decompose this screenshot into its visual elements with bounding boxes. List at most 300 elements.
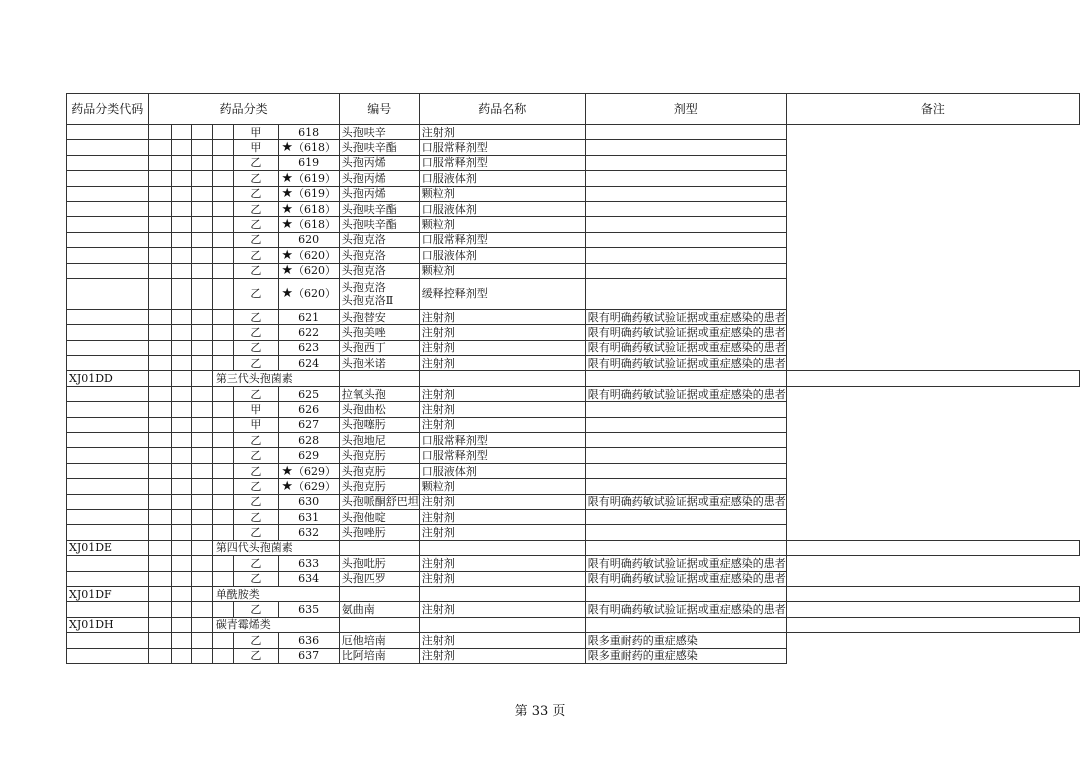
empty-cell <box>191 386 212 401</box>
drug-row <box>67 509 1080 524</box>
category-title: 第四代头孢菌素 <box>212 540 339 555</box>
grade-cell: 乙 <box>234 263 278 278</box>
empty-cell <box>148 633 171 648</box>
star-icon: ★ <box>281 140 293 156</box>
number-value: （619） <box>292 171 336 185</box>
header-number: 编号 <box>339 94 419 125</box>
number-value: 619 <box>298 156 320 170</box>
drug-row <box>67 309 1080 324</box>
empty-cell <box>67 278 149 309</box>
note-cell <box>585 125 786 140</box>
empty-cell <box>148 201 171 216</box>
number-cell <box>278 556 339 571</box>
drug-name-cell <box>339 309 419 324</box>
drug-name-cell <box>339 402 419 417</box>
empty-cell <box>339 586 419 601</box>
drug-name: 头孢呋辛 <box>341 125 386 139</box>
empty-cell <box>148 125 171 140</box>
empty-cell <box>148 309 171 324</box>
empty-cell <box>212 402 233 417</box>
drug-row <box>67 140 1080 155</box>
empty-cell <box>148 433 171 448</box>
drug-row <box>67 201 1080 216</box>
empty-cell <box>191 278 212 309</box>
drug-name-cell <box>339 217 419 232</box>
empty-cell <box>585 371 786 386</box>
empty-cell <box>67 602 149 617</box>
empty-cell <box>212 525 233 540</box>
empty-cell <box>212 263 233 278</box>
drug-row <box>67 356 1080 371</box>
empty-cell <box>171 278 191 309</box>
empty-cell <box>191 463 212 478</box>
drug-name: 头孢克洛 <box>341 280 386 294</box>
number-cell <box>278 463 339 478</box>
empty-cell <box>212 648 233 663</box>
drug-name: 头孢米诺 <box>341 356 386 370</box>
drug-name-cell <box>339 448 419 463</box>
dosage-form-cell: 注射剂 <box>419 386 585 401</box>
dosage-form-cell: 注射剂 <box>419 340 585 355</box>
empty-cell <box>212 186 233 201</box>
drug-row <box>67 602 1080 617</box>
number-cell <box>278 125 339 140</box>
drug-name-cell <box>339 571 419 586</box>
page-number: 第 33 页 <box>514 704 566 719</box>
drug-row <box>67 417 1080 432</box>
drug-row <box>67 633 1080 648</box>
note-cell <box>585 417 786 432</box>
empty-cell <box>419 540 585 555</box>
number-value: 629 <box>298 449 320 463</box>
drug-name: 头孢地尼 <box>341 433 386 447</box>
grade-cell: 乙 <box>234 433 278 448</box>
number-value: 637 <box>298 649 320 663</box>
number-value: 624 <box>298 356 320 370</box>
category-code: XJ01DE <box>67 540 149 555</box>
empty-cell <box>212 602 233 617</box>
note-cell <box>585 217 786 232</box>
category-row <box>67 371 1080 386</box>
drug-name: 头孢丙烯 <box>341 171 386 185</box>
number-cell <box>278 186 339 201</box>
empty-cell <box>148 479 171 494</box>
grade-cell: 乙 <box>234 494 278 509</box>
empty-cell <box>171 171 191 186</box>
empty-cell <box>171 232 191 247</box>
dosage-form-cell: 口服常释剂型 <box>419 155 585 170</box>
empty-cell <box>212 232 233 247</box>
drug-row <box>67 186 1080 201</box>
number-cell <box>278 232 339 247</box>
note-cell: 限多重耐药的重症感染 <box>585 633 786 648</box>
empty-cell <box>171 309 191 324</box>
grade-cell: 乙 <box>234 309 278 324</box>
empty-cell <box>67 201 149 216</box>
empty-cell <box>191 232 212 247</box>
dosage-form-cell: 注射剂 <box>419 509 585 524</box>
drug-name: 头孢噻肟 <box>341 418 386 432</box>
number-value: 623 <box>298 341 320 355</box>
drug-name-cell <box>339 186 419 201</box>
drug-name: 头孢呋辛酯 <box>341 202 397 216</box>
note-cell: 限有明确药敏试验证据或重症感染的患者 <box>585 309 786 324</box>
empty-cell <box>212 201 233 216</box>
empty-cell <box>191 494 212 509</box>
empty-cell <box>212 140 233 155</box>
empty-cell <box>67 509 149 524</box>
drug-name: 头孢丙烯 <box>341 156 386 170</box>
empty-cell <box>191 509 212 524</box>
grade-cell: 乙 <box>234 571 278 586</box>
empty-cell <box>212 494 233 509</box>
note-cell: 限有明确药敏试验证据或重症感染的患者 <box>585 602 786 617</box>
note-cell <box>585 186 786 201</box>
number-cell <box>278 433 339 448</box>
empty-cell <box>67 263 149 278</box>
drug-name-cell <box>339 155 419 170</box>
drug-name: 头孢曲松 <box>341 402 386 416</box>
empty-cell <box>148 586 171 601</box>
grade-cell: 乙 <box>234 278 278 309</box>
drug-row <box>67 525 1080 540</box>
empty-cell <box>171 402 191 417</box>
drug-name-cell <box>339 140 419 155</box>
empty-cell <box>212 278 233 309</box>
grade-cell: 乙 <box>234 386 278 401</box>
empty-cell <box>148 417 171 432</box>
grade-cell: 乙 <box>234 186 278 201</box>
number-value: 635 <box>298 603 320 617</box>
note-cell: 限有明确药敏试验证据或重症感染的患者 <box>585 386 786 401</box>
empty-cell <box>67 494 149 509</box>
empty-cell <box>191 602 212 617</box>
empty-cell <box>212 448 233 463</box>
grade-cell: 乙 <box>234 217 278 232</box>
drug-name: 头孢西丁 <box>341 341 386 355</box>
note-cell <box>585 248 786 263</box>
drug-name: 头孢呋辛酯 <box>341 218 397 232</box>
empty-cell <box>67 633 149 648</box>
grade-cell: 乙 <box>234 201 278 216</box>
drug-name-cell <box>339 479 419 494</box>
drug-row <box>67 171 1080 186</box>
note-cell <box>585 509 786 524</box>
category-title: 第三代头孢菌素 <box>212 371 339 386</box>
note-cell <box>585 463 786 478</box>
number-cell <box>278 417 339 432</box>
empty-cell <box>212 155 233 170</box>
grade-cell: 乙 <box>234 325 278 340</box>
drug-name-cell <box>339 463 419 478</box>
empty-cell <box>212 386 233 401</box>
header-form: 剂型 <box>585 94 786 125</box>
dosage-form-cell: 注射剂 <box>419 402 585 417</box>
drug-name-cell <box>339 417 419 432</box>
dosage-form-cell: 缓释控释剂型 <box>419 278 585 309</box>
drug-name-cell <box>339 648 419 663</box>
grade-cell: 甲 <box>234 402 278 417</box>
grade-cell: 乙 <box>234 171 278 186</box>
drug-row <box>67 263 1080 278</box>
empty-cell <box>585 586 786 601</box>
grade-cell: 甲 <box>234 140 278 155</box>
number-cell <box>278 278 339 309</box>
empty-cell <box>67 525 149 540</box>
header-code: 药品分类代码 <box>67 94 149 125</box>
drug-row <box>67 248 1080 263</box>
category-code: XJ01DD <box>67 371 149 386</box>
empty-cell <box>67 248 149 263</box>
star-icon: ★ <box>281 170 293 186</box>
dosage-form-cell: 口服常释剂型 <box>419 433 585 448</box>
empty-cell <box>191 525 212 540</box>
drug-name-cell <box>339 201 419 216</box>
number-value: （618） <box>292 218 336 232</box>
number-value: 630 <box>298 495 320 509</box>
drug-row <box>67 463 1080 478</box>
empty-cell <box>191 125 212 140</box>
empty-cell <box>191 248 212 263</box>
empty-cell <box>171 140 191 155</box>
drug-name: 头孢他啶 <box>341 510 386 524</box>
empty-cell <box>585 617 786 632</box>
empty-cell <box>148 556 171 571</box>
drug-row <box>67 386 1080 401</box>
empty-cell <box>191 356 212 371</box>
note-cell <box>585 525 786 540</box>
dosage-form-cell: 注射剂 <box>419 633 585 648</box>
number-value: 628 <box>298 433 320 447</box>
empty-cell <box>171 633 191 648</box>
drug-name: 头孢克肟 <box>341 449 386 463</box>
drug-name: 头孢克肟 <box>341 479 386 493</box>
empty-cell <box>212 633 233 648</box>
grade-cell: 乙 <box>234 155 278 170</box>
empty-cell <box>212 571 233 586</box>
drug-row <box>67 433 1080 448</box>
grade-cell: 乙 <box>234 232 278 247</box>
category-row <box>67 586 1080 601</box>
empty-cell <box>191 140 212 155</box>
grade-cell: 乙 <box>234 356 278 371</box>
grade-cell: 乙 <box>234 633 278 648</box>
drug-name: 头孢哌酮舒巴坦 <box>341 495 419 509</box>
empty-cell <box>212 171 233 186</box>
note-cell: 限有明确药敏试验证据或重症感染的患者 <box>585 340 786 355</box>
empty-cell <box>191 371 212 386</box>
empty-cell <box>67 417 149 432</box>
empty-cell <box>67 356 149 371</box>
empty-cell <box>171 509 191 524</box>
drug-row <box>67 571 1080 586</box>
empty-cell <box>171 479 191 494</box>
empty-cell <box>191 571 212 586</box>
empty-cell <box>171 602 191 617</box>
number-cell <box>278 248 339 263</box>
note-cell: 限有明确药敏试验证据或重症感染的患者 <box>585 571 786 586</box>
empty-cell <box>171 525 191 540</box>
empty-cell <box>171 386 191 401</box>
dosage-form-cell: 颗粒剂 <box>419 479 585 494</box>
empty-cell <box>191 217 212 232</box>
number-value: 620 <box>298 233 320 247</box>
dosage-form-cell: 口服常释剂型 <box>419 448 585 463</box>
category-code: XJ01DH <box>67 617 149 632</box>
drug-name-cell <box>339 356 419 371</box>
empty-cell <box>67 325 149 340</box>
drug-name-cell <box>339 386 419 401</box>
drug-row <box>67 648 1080 663</box>
number-value: 627 <box>298 418 320 432</box>
header-name: 药品名称 <box>419 94 585 125</box>
empty-cell <box>67 155 149 170</box>
star-icon: ★ <box>281 263 293 279</box>
empty-cell <box>148 263 171 278</box>
empty-cell <box>67 386 149 401</box>
grade-cell: 乙 <box>234 479 278 494</box>
drug-name: 厄他培南 <box>341 633 386 647</box>
empty-cell <box>171 494 191 509</box>
drug-row <box>67 232 1080 247</box>
empty-cell <box>212 356 233 371</box>
drug-name: 比阿培南 <box>341 649 386 663</box>
note-cell <box>585 232 786 247</box>
empty-cell <box>786 371 1079 386</box>
dosage-form-cell: 注射剂 <box>419 325 585 340</box>
dosage-form-cell: 注射剂 <box>419 556 585 571</box>
number-value: 625 <box>298 387 320 401</box>
empty-cell <box>786 586 1079 601</box>
drug-row <box>67 325 1080 340</box>
empty-cell <box>148 217 171 232</box>
grade-cell: 乙 <box>234 340 278 355</box>
number-value: 631 <box>298 510 320 524</box>
number-cell <box>278 386 339 401</box>
empty-cell <box>67 463 149 478</box>
note-cell: 限多重耐药的重症感染 <box>585 648 786 663</box>
number-value: （618） <box>292 202 336 216</box>
empty-cell <box>148 171 171 186</box>
dosage-form-cell: 口服液体剂 <box>419 248 585 263</box>
empty-cell <box>148 140 171 155</box>
number-cell <box>278 494 339 509</box>
empty-cell <box>148 356 171 371</box>
empty-cell <box>171 417 191 432</box>
empty-cell <box>419 617 585 632</box>
empty-cell <box>148 509 171 524</box>
note-cell <box>585 402 786 417</box>
grade-cell: 乙 <box>234 463 278 478</box>
note-cell: 限有明确药敏试验证据或重症感染的患者 <box>585 556 786 571</box>
dosage-form-cell: 颗粒剂 <box>419 186 585 201</box>
drug-name: 头孢克肟 <box>341 464 386 478</box>
number-value: 632 <box>298 526 320 540</box>
drug-name-cell <box>339 633 419 648</box>
dosage-form-cell: 注射剂 <box>419 356 585 371</box>
dosage-form-cell: 注射剂 <box>419 648 585 663</box>
number-cell <box>278 648 339 663</box>
empty-cell <box>212 417 233 432</box>
grade-cell: 乙 <box>234 509 278 524</box>
empty-cell <box>212 217 233 232</box>
number-cell <box>278 140 339 155</box>
number-cell <box>278 309 339 324</box>
empty-cell <box>171 586 191 601</box>
empty-cell <box>171 556 191 571</box>
empty-cell <box>148 602 171 617</box>
empty-cell <box>191 263 212 278</box>
empty-cell <box>786 540 1079 555</box>
empty-cell <box>191 586 212 601</box>
empty-cell <box>191 201 212 216</box>
empty-cell <box>67 448 149 463</box>
grade-cell: 乙 <box>234 648 278 663</box>
drug-row <box>67 278 1080 309</box>
empty-cell <box>67 648 149 663</box>
number-value: （629） <box>292 464 336 478</box>
note-cell <box>585 448 786 463</box>
drug-name-cell <box>339 602 419 617</box>
empty-cell <box>148 371 171 386</box>
empty-cell <box>171 371 191 386</box>
note-cell <box>585 140 786 155</box>
drug-name: 头孢吡肟 <box>341 556 386 570</box>
drug-name-cell <box>339 263 419 278</box>
empty-cell <box>585 540 786 555</box>
number-cell <box>278 448 339 463</box>
empty-cell <box>171 340 191 355</box>
drug-name-cell <box>339 325 419 340</box>
empty-cell <box>67 186 149 201</box>
number-value: 634 <box>298 572 320 586</box>
note-cell <box>585 263 786 278</box>
empty-cell <box>148 617 171 632</box>
drug-row <box>67 402 1080 417</box>
empty-cell <box>212 325 233 340</box>
drug-name-cell <box>339 248 419 263</box>
header-category: 药品分类 <box>148 94 339 125</box>
number-value: （618） <box>292 141 336 155</box>
empty-cell <box>148 463 171 478</box>
number-value: 626 <box>298 402 320 416</box>
empty-cell <box>191 648 212 663</box>
empty-cell <box>67 217 149 232</box>
empty-cell <box>339 540 419 555</box>
empty-cell <box>191 417 212 432</box>
empty-cell <box>191 633 212 648</box>
empty-cell <box>148 648 171 663</box>
empty-cell <box>171 186 191 201</box>
drug-row <box>67 479 1080 494</box>
dosage-form-cell: 注射剂 <box>419 309 585 324</box>
empty-cell <box>171 201 191 216</box>
drug-row <box>67 556 1080 571</box>
empty-cell <box>191 309 212 324</box>
note-cell: 限有明确药敏试验证据或重症感染的患者 <box>585 494 786 509</box>
empty-cell <box>191 617 212 632</box>
drug-name-cell <box>339 340 419 355</box>
empty-cell <box>67 571 149 586</box>
grade-cell: 乙 <box>234 525 278 540</box>
note-cell <box>585 479 786 494</box>
empty-cell <box>171 356 191 371</box>
empty-cell <box>171 155 191 170</box>
empty-cell <box>148 525 171 540</box>
dosage-form-cell: 颗粒剂 <box>419 217 585 232</box>
drug-name-cell <box>339 525 419 540</box>
dosage-form-cell: 注射剂 <box>419 525 585 540</box>
